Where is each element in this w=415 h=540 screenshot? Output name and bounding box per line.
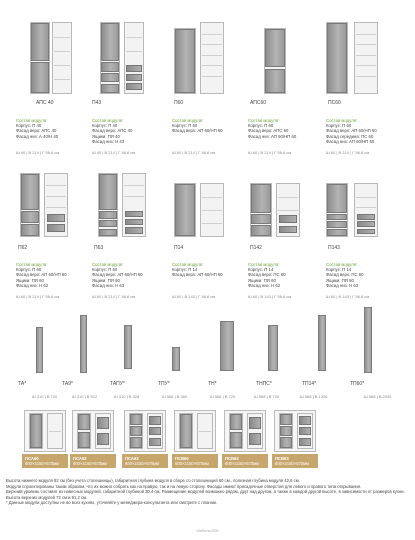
product-name: П142 bbox=[250, 245, 262, 251]
dims-p14: Ш 60 | В 143 | Г 56,6 см bbox=[172, 294, 216, 299]
dims-p142: Ш 60 | В 143 | Г 56,6 см bbox=[248, 294, 292, 299]
unit-label: ПСВ60 600×2150×570мм bbox=[172, 454, 218, 468]
panel-drawing bbox=[364, 307, 372, 373]
panel-drawing bbox=[36, 327, 43, 373]
product-psv62[interactable] bbox=[222, 404, 268, 472]
panel-drawing bbox=[220, 321, 234, 371]
panel-dims: Ш 568 | В 360 bbox=[162, 394, 188, 399]
product-name: АПС60 bbox=[250, 100, 267, 106]
product-name: П63 bbox=[94, 245, 104, 251]
product-psv63[interactable] bbox=[272, 404, 318, 472]
panel-tp14[interactable] bbox=[300, 305, 348, 405]
dims-aps60: Ш 60 | В 214 | Г 56,6 см bbox=[248, 150, 292, 155]
spec-p14: Состав модуля: Корпус: П 14 Фасад верх: АП 60/НП 60 bbox=[172, 262, 223, 278]
panel-dims: Ш 310 | В 328 bbox=[114, 394, 140, 399]
cabinet-open-drawing bbox=[44, 173, 68, 237]
cabinet-open-drawing bbox=[200, 22, 224, 94]
panel-ta9[interactable] bbox=[62, 305, 106, 405]
unit-label: ПСА62 600×2150×570мм bbox=[70, 454, 116, 468]
note-line: Высота нижнего модуля 82 см (без учета столешницы), габаритная глубина модуля в сборе со столешницей 60 см., полезная глубина модуля 42,6 см. bbox=[6, 478, 300, 483]
product-name: ПС60 bbox=[328, 100, 341, 106]
spec-p43: Состав модуля: Корпус: П 40 Фасад верх: АПС 40 Ящики: ПЯ 40 Фасад низ: Н 43 bbox=[92, 118, 133, 144]
cabinet-open-drawing bbox=[200, 183, 224, 237]
page-footer: Мебель/305 bbox=[196, 528, 219, 533]
panel-drawing bbox=[124, 325, 132, 369]
panel-dims: Ш 568 | В 720 bbox=[210, 394, 236, 399]
notes-block bbox=[6, 478, 408, 506]
panel-tnps[interactable] bbox=[250, 305, 298, 405]
product-name: АПС 40 bbox=[36, 100, 54, 106]
panel-dims: Ш 568 | В 2040 bbox=[364, 394, 392, 399]
dims-p62: Ш 60 | В 214 | Г 56,6 см bbox=[16, 294, 60, 299]
product-name: П143 bbox=[328, 245, 340, 251]
unit-drawing bbox=[24, 410, 66, 452]
dims-p143: Ш 60 | В 143 | Г 56,6 см bbox=[326, 294, 370, 299]
panel-dims: Ш 568 | В 1326 bbox=[300, 394, 328, 399]
cabinet-open-drawing bbox=[354, 22, 378, 94]
row-base-units bbox=[0, 404, 415, 472]
unit-drawing bbox=[124, 410, 166, 452]
cabinet-open-drawing bbox=[276, 183, 300, 237]
dims-ps60: Ш 60 | В 214 | Г 56,6 см bbox=[326, 150, 370, 155]
panel-ta[interactable] bbox=[18, 305, 62, 405]
cabinet-drawing bbox=[30, 22, 50, 94]
panel-drawing bbox=[172, 347, 180, 371]
panel-tapu[interactable] bbox=[108, 305, 156, 405]
unit-label: ПСВ63 600×2150×570мм bbox=[272, 454, 318, 468]
product-name: ТА9* bbox=[62, 381, 73, 387]
product-psa63[interactable] bbox=[122, 404, 168, 472]
cabinet-drawing bbox=[100, 22, 120, 94]
dims-aps40: Ш 40 | В 214 | Г 56,6 см bbox=[16, 150, 60, 155]
product-name: ТП60* bbox=[350, 381, 365, 387]
note-line: Верхний уровень составят из навесных модулей, габаритной глубиной 30,4 см. Размещение модулей возможно рядом, друг над другом, а также в каждой другой высоте, в зависимости от размеров кухни. Высота верхних модулей 72 см и 91,2 см. bbox=[6, 489, 405, 500]
panel-drawing bbox=[268, 325, 278, 371]
unit-drawing bbox=[174, 410, 216, 452]
panel-dims: Ш 568 | В 720 bbox=[254, 394, 280, 399]
note-line: * Данные модули доступны не во всех кухнях, уточняйте у менеджера-консультанта или смотрите с планом. bbox=[6, 500, 218, 506]
dims-p60: Ш 60 | В 214 | Г 56,6 см bbox=[172, 150, 216, 155]
product-psa60[interactable] bbox=[22, 404, 68, 472]
unit-label: ПСА63 600×2150×570мм bbox=[122, 454, 168, 468]
unit-label: ПСА60 600×2150×570мм bbox=[22, 454, 68, 468]
dims-p43: Ш 40 | В 214 | Г 56,6 см bbox=[92, 150, 136, 155]
unit-drawing bbox=[72, 410, 114, 452]
cabinet-drawing bbox=[250, 183, 272, 237]
spec-aps40: Состав модуля: Корпус: П 40 Фасад верх: АПС 40 Фасад низ: А 40/Н 40 bbox=[16, 118, 59, 139]
unit-drawing bbox=[274, 410, 316, 452]
dims-p63: Ш 60 | В 214 | Г 56,6 см bbox=[92, 294, 136, 299]
spec-p62: Состав модуля: Корпус: П 60 Фасад верх: АП 60/НП 60 Ящики: ПЯ 60 Фасад низ: Н 62 bbox=[16, 262, 67, 288]
unit-drawing bbox=[224, 410, 266, 452]
cabinet-drawing bbox=[20, 173, 40, 237]
panel-tpu[interactable] bbox=[158, 305, 198, 405]
row-end-panels bbox=[0, 305, 415, 405]
spec-p142: Состав модуля: Корпус: П 14 Фасад верх: ПС 60 Ящики: ПЯ 60 Фасад низ: Н 62 bbox=[248, 262, 286, 288]
spec-p63: Состав модуля: Корпус: П 60 Фасад верх: АП 60/НП 60 Ящики: ПЯ 60 Фасад низ: Н 63 bbox=[92, 262, 143, 288]
product-name: П62 bbox=[18, 245, 28, 251]
product-name: П43 bbox=[92, 100, 102, 106]
cabinet-drawing bbox=[326, 22, 348, 94]
note-line: Модули спроектированы таким образом, что их можно собрать как на правую, так и на левую сторону. Фасады имеют присадочные отверстия для левого и правого типа открывания. bbox=[6, 483, 362, 489]
product-name: П60 bbox=[174, 100, 184, 106]
panel-drawing bbox=[80, 315, 87, 373]
product-psa62[interactable] bbox=[70, 404, 116, 472]
cabinet-drawing bbox=[264, 28, 286, 94]
panel-tn[interactable] bbox=[200, 305, 248, 405]
cabinet-open-drawing bbox=[124, 22, 144, 94]
product-psv60[interactable] bbox=[172, 404, 218, 472]
product-name: ТНПС* bbox=[256, 381, 272, 387]
cabinet-drawing bbox=[98, 173, 118, 237]
spec-p60: Состав модуля: Корпус: П 60 Фасад верх: АП 60/НП 60 bbox=[172, 118, 223, 134]
spec-p143: Состав модуля: Корпус: П 14 Фасад верх: ПС 60 Ящики: ПЯ 60 Фасад низ: Н 63 bbox=[326, 262, 364, 288]
cabinet-open-drawing bbox=[354, 183, 378, 237]
cabinet-drawing bbox=[174, 183, 196, 237]
cabinet-drawing bbox=[326, 183, 348, 237]
spec-aps60: Состав модуля: Корпус: П 60 Фасад верх: АПС 60 Фасад низ: АП 60/НП 60 bbox=[248, 118, 297, 139]
panel-tp60[interactable] bbox=[350, 305, 410, 405]
panel-drawing bbox=[318, 315, 326, 371]
cabinet-drawing bbox=[174, 28, 196, 94]
product-name: ТАПУ* bbox=[110, 381, 125, 387]
panel-dims: Ш 310 | В 912 bbox=[72, 394, 98, 399]
spec-ps60: Состав модуля: Корпус: П 60 Фасад верх: АП 60/НП 60 Фасад середина: ПС 60 Фасад низ: АП 60/НП 60 bbox=[326, 118, 377, 144]
unit-label: ПСВ62 600×2150×570мм bbox=[222, 454, 268, 468]
panel-dims: Ш 310 | В 720 bbox=[32, 394, 58, 399]
cabinet-open-drawing bbox=[52, 22, 72, 94]
product-name: ТП14* bbox=[302, 381, 317, 387]
product-name: ТА* bbox=[18, 381, 27, 387]
cabinet-open-drawing bbox=[122, 173, 146, 237]
product-name: ТН* bbox=[208, 381, 217, 387]
product-name: ТПУ* bbox=[158, 381, 170, 387]
product-name: П14 bbox=[174, 245, 184, 251]
